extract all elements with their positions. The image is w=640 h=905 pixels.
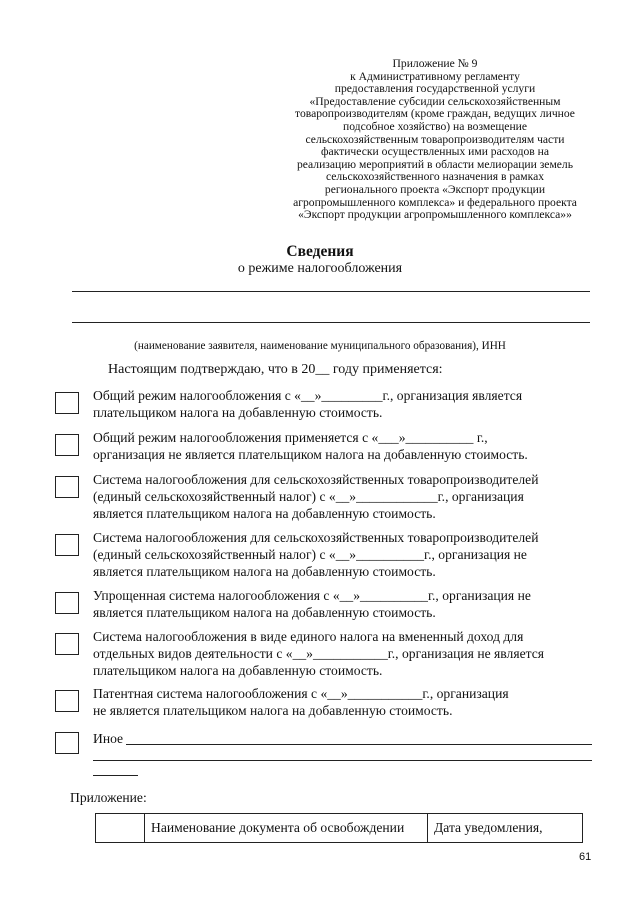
applicant-name-line[interactable] [72,291,590,292]
option-text: Упрощенная система налогообложения с «__»__________г., организация не [93,588,531,603]
option-checkbox[interactable] [55,476,79,498]
appendix-line: «Экспорт продукции агропромышленного комплекса»» [298,208,572,222]
option-text: Патентная система налогообложения с «__»___________г., организация [93,686,509,701]
other-label: Иное [93,731,124,746]
option-checkbox[interactable] [55,434,79,456]
option-text: организация не является плательщиком налога на добавленную стоимость. [93,446,528,462]
option-text: плательщиком налога на добавленную стоимость. [93,662,383,678]
appendix-line: подсобное хозяйство) на возмещение [343,119,527,133]
option-text: не является плательщиком налога на добавленную стоимость. [93,702,453,718]
appendix-line: сельскохозяйственного назначения в рамках [325,170,545,184]
other-field-line-2[interactable] [93,760,592,761]
appendix-line: к Административному регламенту [350,69,520,83]
other-field-line-3[interactable] [93,775,138,776]
table-row [96,814,583,843]
option-text: Система налогообложения для сельскохозяйственных товаропроизводителей [93,472,539,487]
appendix-line: реализацию мероприятий в области мелиорации земель [296,157,574,171]
option-text: (единый сельскохозяйственный налог) с «__»__________г., организация не [93,546,527,562]
option-checkbox[interactable] [55,392,79,414]
appendix-line: предоставления государственной услуги [334,82,536,96]
option-text: является плательщиком налога на добавленную стоимость. [93,563,436,579]
other-field-line[interactable] [126,744,592,745]
option-checkbox[interactable] [55,534,79,556]
option-checkbox[interactable] [55,690,79,712]
appendix-line: сельскохозяйственным товаропроизводителям части [305,132,565,146]
option-other [55,728,615,754]
appendix-line: фактически осуществленных ими расходов на [321,145,549,159]
appendix-header [260,58,610,222]
option-text: Система налогообложения для сельскохозяйственных товаропроизводителей [93,530,539,545]
option-text: Общий режим налогообложения с «__»_________г., организация является [93,388,523,403]
intro-text: Настоящим подтверждаю, что в 20__ году применяется: [108,362,443,377]
option-text: Общий режим налогообложения применяется с «___»__________ г., [93,430,488,445]
table-cell-document-name: Наименование документа об освобождении [145,814,428,843]
table-cell-notice-date: Дата уведомления, [428,814,583,843]
appendix-line: товаропроизводителям (кроме граждан, ведущих личное [295,107,575,121]
option-checkbox[interactable] [55,732,79,754]
appendix-line: «Предоставление субсидии сельскохозяйственным [309,94,561,108]
document-subtitle: о режиме налогообложения [237,261,403,276]
appendix-line: Приложение № 9 [392,57,478,70]
attachment-table [95,813,583,843]
appendix-line: регионального проекта «Экспорт продукции [324,182,546,196]
table-cell-number [96,814,145,843]
applicant-caption: (наименование заявителя, наименование муниципального образования), ИНН [134,340,506,352]
option-text: (единый сельскохозяйственный налог) с «__»____________г., организация [93,488,524,504]
page-number: 61 [579,851,592,863]
option-text: Система налогообложения в виде единого налога на вмененный доход для [93,629,524,644]
option-checkbox[interactable] [55,633,79,655]
document-title: Сведения [286,243,354,260]
option-text: отдельных видов деятельности с «__»___________г., организация не является [93,645,544,661]
option-checkbox[interactable] [55,592,79,614]
appendix-line: агропромышленного комплекса» и федерального проекта [293,195,577,209]
applicant-name-line-2[interactable] [72,322,590,323]
option-text: является плательщиком налога на добавленную стоимость. [93,505,436,521]
option-text: является плательщиком налога на добавленную стоимость. [93,604,436,620]
option-text: плательщиком налога на добавленную стоимость. [93,404,383,420]
attachment-label: Приложение: [70,790,147,805]
